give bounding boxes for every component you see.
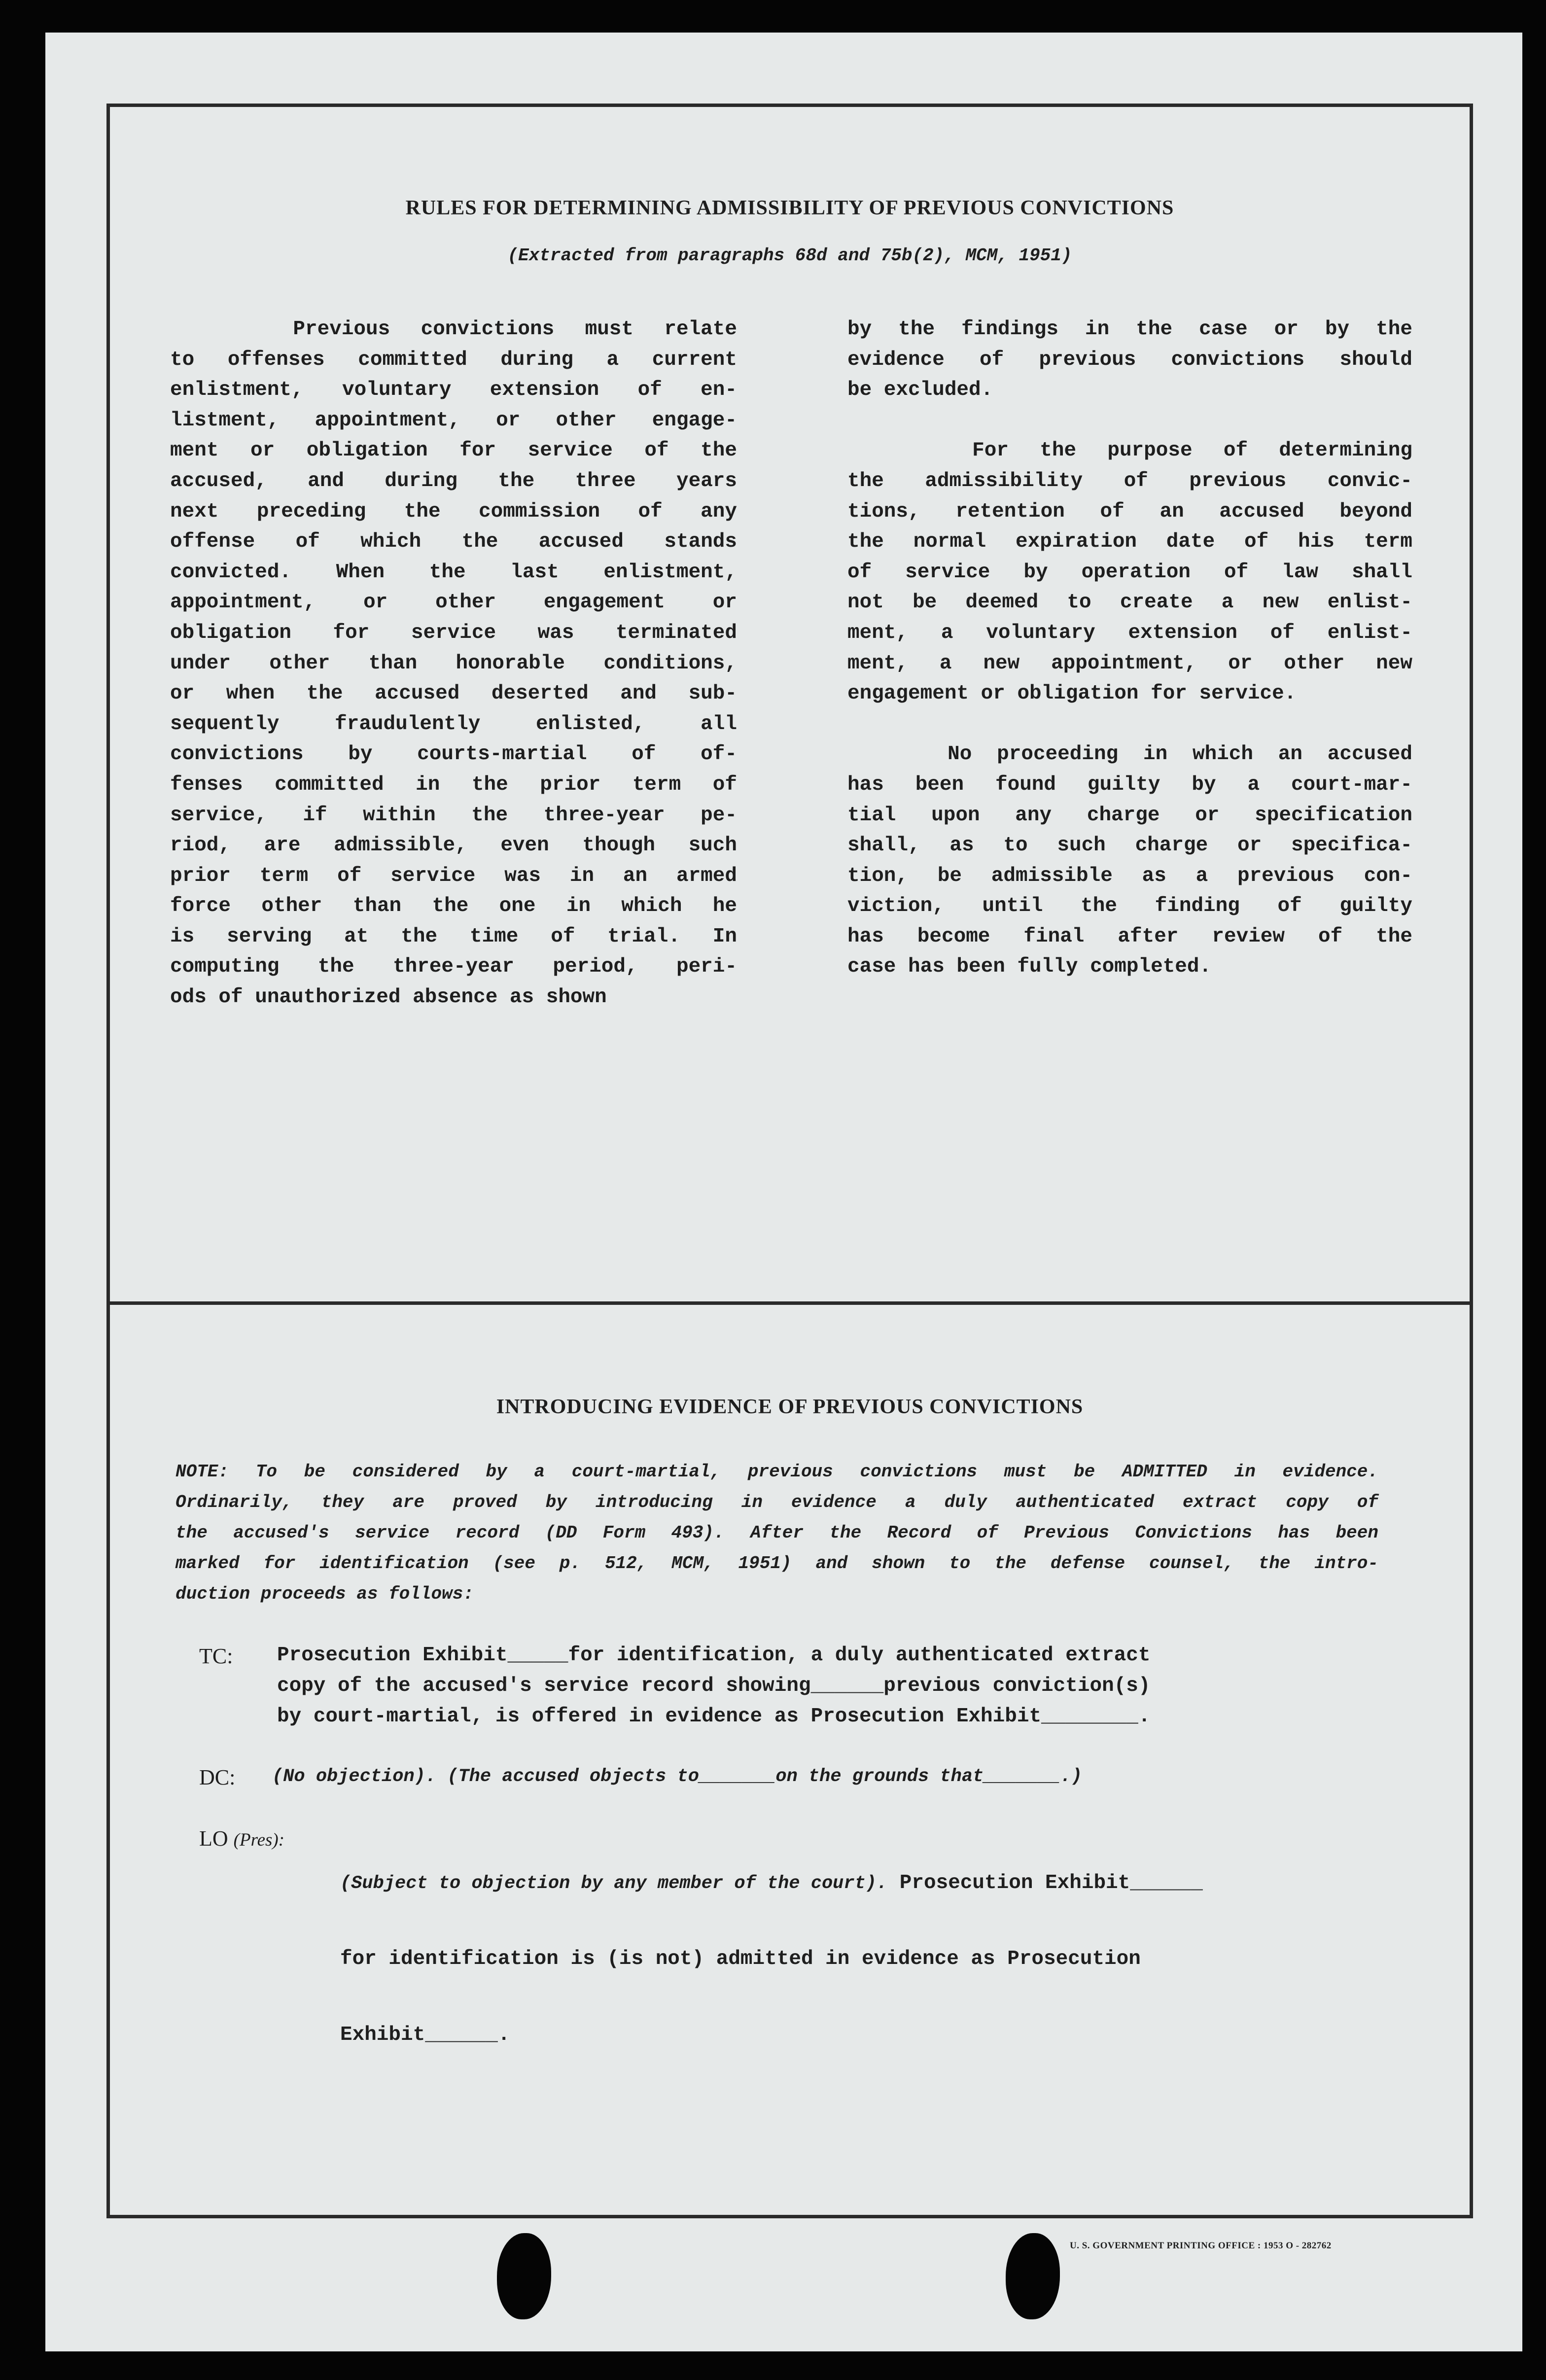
rules-text-line: the admissibility of previous convic- [847,469,1412,492]
rules-subtitle: (Extracted from paragraphs 68d and 75b(2), MCM, 1951) [507,245,1072,266]
rules-text-line: ment, a voluntary extension of enlist- [847,621,1412,644]
note-line: marked for identification (see p. 512, MCM, 1951) and shown to the defense counsel, the intro- [176,1553,1378,1574]
rules-text-line: be excluded. [847,379,993,402]
rules-text-line: under other than honorable conditions, [170,652,737,675]
rules-text-line: tions, retention of an accused beyond [847,500,1412,523]
note-line: the accused's service record (DD Form 493). After the Record of Previous Convictions has been [176,1523,1378,1543]
rules-text-line: convicted. When the last enlistment, [170,560,737,584]
lo-statement [340,1822,1203,2073]
tc-line: by court-martial, is offered in evidence as Prosecution Exhibit________. [277,1705,1151,1728]
dc-statement [272,1761,1082,1792]
note-line: duction proceeds as follows: [176,1584,474,1604]
rules-text-line: by the findings in the case or by the [847,318,1412,341]
rules-text-line: For the purpose of determining [847,439,1412,462]
rules-text-line: ment or obligation for service of the [170,439,737,462]
tc-statement [277,1640,1151,1732]
lo-speaker [199,1826,284,1851]
rules-title: RULES FOR DETERMINING ADMISSIBILITY OF PREVIOUS CONVICTIONS [405,197,1174,219]
rules-text-line: riod, are admissible, even though such [170,834,737,857]
rules-text-line: next preceding the commission of any [170,500,737,523]
rules-text-line: to offenses committed during a current [170,348,737,371]
tc-speaker: TC: [199,1644,233,1668]
lo-line: Exhibit______. [340,2024,510,2046]
rules-text-line: is serving at the time of trial. In [170,925,737,948]
introducing-title: INTRODUCING EVIDENCE OF PREVIOUS CONVICTIONS [496,1396,1084,1418]
rules-text-line: or when the accused deserted and sub- [170,682,737,705]
rules-text-line: has become final after review of the [847,925,1412,948]
lo-first-rest: Prosecution Exhibit______ [887,1872,1203,1894]
rules-text-line: not be deemed to create a new enlist- [847,591,1412,614]
rules-text-line: obligation for service was terminated [170,621,737,644]
lo-role: (Pres): [233,1830,285,1850]
rules-text-line: service, if within the three-year pe- [170,804,737,827]
lo-italic-text: (Subject to objection by any member of the court). [340,1873,888,1894]
dc-text: (No objection). (The accused objects to_______on the grounds that_______.) [272,1766,1083,1787]
rules-text-line: case has been fully completed. [847,955,1212,979]
rules-left-column [170,315,737,1013]
rules-text-line: No proceeding in which an accused [847,743,1412,766]
punch-hole [497,2233,551,2319]
rules-text-line [847,709,1412,740]
rules-text-line: Previous convictions must relate [170,318,737,341]
rules-text-line: tion, be admissible as a previous con- [847,864,1412,887]
note-line: Ordinarily, they are proved by introducing in evidence a duly authenticated extract copy of [176,1492,1378,1512]
rules-text-line [847,406,1412,436]
printing-office-imprint: U. S. GOVERNMENT PRINTING OFFICE : 1953 O - 282762 [1070,2240,1332,2251]
rules-text-line: shall, as to such charge or specifica- [847,834,1412,857]
rules-text-line: convictions by courts-martial of of- [170,743,737,766]
rules-text-line: ment, a new appointment, or other new [847,652,1412,675]
rules-text-line: viction, until the finding of guilty [847,895,1412,918]
rules-text-line: offense of which the accused stands [170,530,737,554]
rules-text-line: prior term of service was in an armed [170,864,737,887]
lo-line: for identification is (is not) admitted in evidence as Prosecution [340,1948,1141,1970]
rules-text-line: accused, and during the three years [170,469,737,492]
section-divider [106,1301,1473,1305]
rules-text-line: enlistment, voluntary extension of en- [170,379,737,402]
rules-text-line: ods of unauthorized absence as shown [170,986,607,1009]
rules-text-line: engagement or obligation for service. [847,682,1297,705]
rules-text-line: tial upon any charge or specification [847,804,1412,827]
rules-text-line: has been found guilty by a court-mar- [847,773,1412,796]
rules-text-line: fenses committed in the prior term of [170,773,737,796]
rules-text-line: listment, appointment, or other engage- [170,409,737,432]
dc-speaker: DC: [199,1765,236,1789]
rules-text-line: the normal expiration date of his term [847,530,1412,554]
note-line: NOTE: To be considered by a court-martial, previous convictions must be ADMITTED in evidence. [176,1462,1378,1482]
introducing-note [176,1457,1378,1610]
rules-text-line: sequently fraudulently enlisted, all [170,712,737,735]
lo-label: LO [199,1826,228,1851]
tc-line: copy of the accused's service record showing______previous conviction(s) [277,1675,1151,1697]
rules-right-column [847,315,1412,982]
rules-text-line: computing the three-year period, peri- [170,955,737,979]
rules-text-line: force other than the one in which he [170,895,737,918]
rules-text-line: of service by operation of law shall [847,560,1412,584]
tc-line: Prosecution Exhibit_____for identification, a duly authenticated extract [277,1644,1151,1667]
rules-text-line: appointment, or other engagement or [170,591,737,614]
punch-hole [1006,2233,1060,2319]
rules-text-line: evidence of previous convictions should [847,348,1412,371]
